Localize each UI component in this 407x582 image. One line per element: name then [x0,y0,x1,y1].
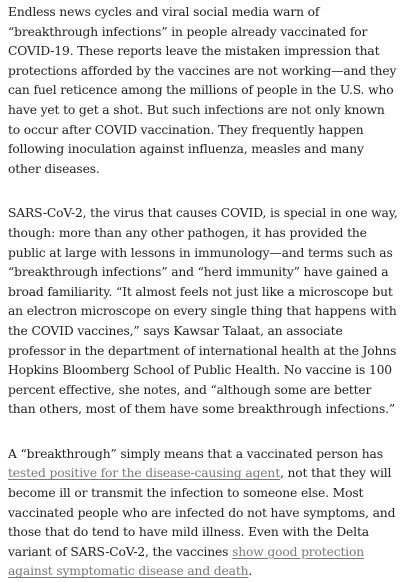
paragraph-text: . [248,564,253,579]
paragraph-sars-cov-2 [8,204,399,420]
paragraph-text: SARS-CoV-2, the virus that causes COVID, is special in one way, though: more than any other pathogen, it has provided the public at large with lessons in immunology—and terms such as “breakthrough infections” and “herd immunity” have gained a broad familiarity. “It almost feels not just like a microscope but an electron microscope on every single thing that happens with the COVID vaccines,” says Kawsar Talaat, an associate professor in the department of international health at the Johns Hopkins Bloomberg School of Public Health. No vaccine is 100 percent effective, she notes, and “although some are better than others, most of them have some breakthrough infections.” [8,206,398,417]
paragraph-intro [8,3,399,179]
tested-positive-link[interactable]: tested positive for the disease-causing agent [8,466,280,481]
show-good-protection-link[interactable]: show good protection against symptomatic disease and death [8,544,365,579]
paragraph-text: A “breakthrough” simply means that a vaccinated person has [8,446,383,461]
paragraph-text: Endless news cycles and viral social media warn of “breakthrough infections” in people already vaccinated for COVID-19. These reports leave the mistaken impression that protections afforded by the vaccines are not working—and they can fuel reticence among the millions of people in the U.S. who have yet to get a shot. But such infections are not only known to occur after COVID vaccination. They frequently happen following inoculation against influenza, measles and many other diseases. [8,5,397,176]
paragraph-breakthrough-definition [8,445,399,582]
paragraph-text: , not that they will become ill or transmit the infection to someone else. Most vaccinated people who are infected do not have symptoms, and those that do tend to have mild illness. Even with the Delta variant of SARS-CoV-2, the vaccines [8,466,396,559]
